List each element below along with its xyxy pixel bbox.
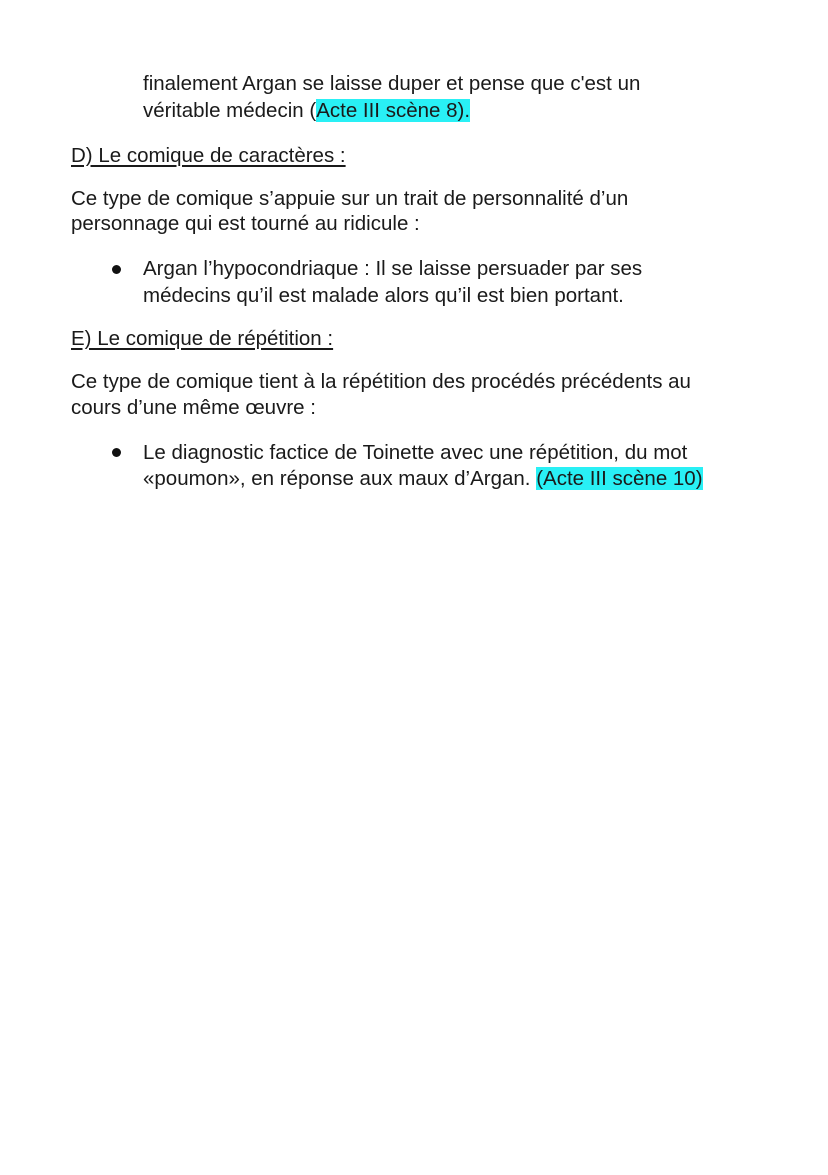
bullet-icon	[112, 265, 121, 274]
continuation-line-1: finalement Argan se laisse duper et pense que c'est un	[143, 72, 641, 95]
reference-highlight: Acte III scène 8).	[316, 99, 471, 122]
bullet-icon	[112, 448, 121, 457]
section-e-bullet-line-1: Le diagnostic factice de Toinette avec une répétition, du mot	[143, 441, 688, 464]
reference-highlight: (Acte III scène 10)	[536, 467, 703, 490]
section-e-heading: E) Le comique de répétition :	[71, 327, 334, 350]
section-d-bullet-line-2: médecins qu’il est malade alors qu’il est bien portant.	[143, 284, 624, 307]
section-e-intro-line-1: Ce type de comique tient à la répétition des procédés précédents au	[71, 370, 691, 393]
continuation-line-2	[143, 98, 470, 124]
continuation-text: véritable médecin (	[143, 99, 317, 122]
section-e-bullet-text: «poumon», en réponse aux maux d’Argan.	[143, 467, 537, 490]
section-d-heading: D) Le comique de caractères :	[71, 144, 346, 167]
section-d-intro-line-1: Ce type de comique s’appuie sur un trait de personnalité d’un	[71, 187, 629, 210]
section-e-bullet-line-2	[143, 466, 703, 492]
section-e-intro-line-2: cours d’une même œuvre :	[71, 396, 316, 419]
section-d-bullet-line-1: Argan l’hypocondriaque : Il se laisse persuader par ses	[143, 257, 643, 280]
section-d-intro-line-2: personnage qui est tourné au ridicule :	[71, 212, 420, 235]
